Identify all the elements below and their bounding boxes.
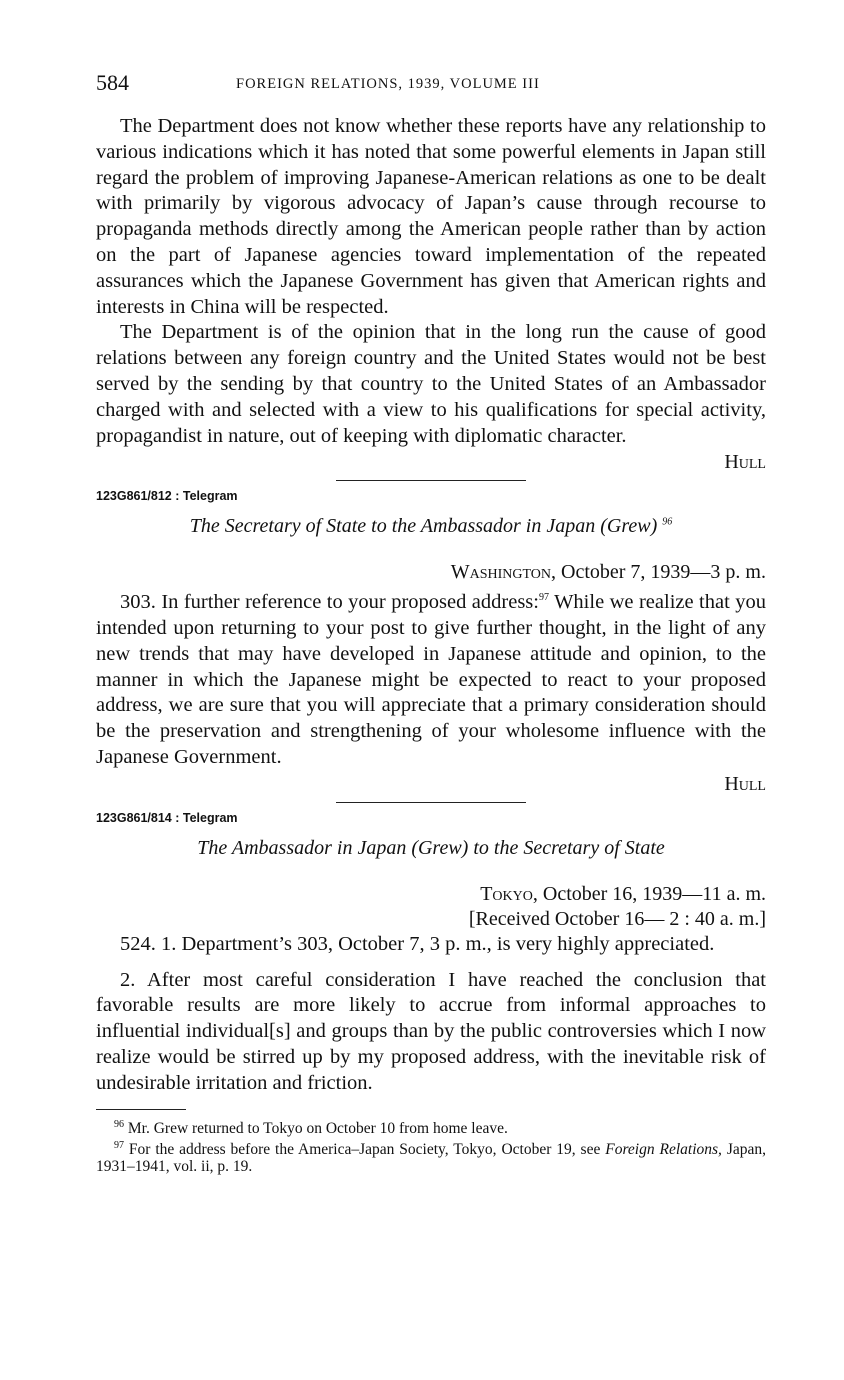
signature-hull-1: Hull [724,451,766,474]
dateline-washington [96,560,766,585]
dateline-date: October 7, 1939—3 p. m. [561,561,766,584]
dateline-date-tokyo: October 16, 1939—11 a. m. [542,882,766,905]
footnote-96-text: Mr. Grew returned to Tokyo on October 10 from home leave. [127,1119,508,1137]
footnote-97-text: For the address before the America–Japan Society, Tokyo, October 19, see [128,1140,601,1158]
dateline-place-tokyo: Tokyo, [480,882,538,905]
footnote-ref-97: 97 [538,592,549,604]
footnote-ref-96: 96 [662,516,673,528]
file-number-812: 123G861/812 : Telegram [96,489,238,504]
telegram-303-start: 303. In further reference to your proposed address: [120,591,539,614]
page-number: 584 [96,70,129,95]
footnote-96 [96,1116,766,1137]
telegram-524-para-1: 524. 1. Department’s 303, October 7, 3 p. m., is very highly appreciated. [120,932,715,955]
footnote-97-rest: Japan, 1931–1941, vol. ii, p. 19. [96,1140,767,1175]
document-body [96,114,766,1175]
telegram-title-2: The Ambassador in Japan (Grew) to the Secretary of State [197,836,665,859]
paragraph-2: The Department is of the opinion that in the long run the cause of good relations between any foreign country and the United States would not be best served by the sending by that country to the United States of an Ambassador charged with and selected with a view to his qualifications for special activity, propagandist in nature, out of keeping with diplomatic character. [96,321,766,447]
telegram-title-1-text: The Secretary of State to the Ambassador in Japan (Grew) [189,515,658,538]
telegram-303-body [96,585,766,770]
running-head: FOREIGN RELATIONS, 1939, VOLUME III [236,76,540,92]
page-header [96,70,766,100]
paragraph-1: The Department does not know whether these reports have any relationship to various indications which it has noted that some powerful elements in Japan still regard the problem of improving Japanese-American relations as one to be dealt with primarily by vigorous advocacy of Japan’s cause through recourse to propaganda methods directly among the American people rather than by action on the part of Japanese agencies toward implementation of the repeated assurances which the Japanese Government has given that American rights and interests in China will be respected. [96,115,766,318]
section-divider-2 [336,802,526,803]
footnote-97 [96,1137,766,1175]
section-divider-1 [336,480,526,481]
footnote-96-mark: 96 [114,1118,124,1130]
file-number-814: 123G861/814 : Telegram [96,810,238,825]
telegram-title-1 [96,515,766,538]
footnote-97-italic: Foreign Relations, [605,1140,722,1158]
telegram-524-para-2: 2. After most careful consideration I have reached the conclusion that favorable results are more likely to accrue from informal approaches to influential individual[s] and groups than by the public controversies which I now realize would be stirred up by my proposed address, with the inevitable risk of undesirable irritation and friction. [96,968,766,1094]
footnote-divider [96,1109,186,1110]
dateline-place: Washington, [450,561,557,584]
telegram-303-rest: While we realize that you intended upon returning to your post to give further thought, in the light of any new trends that may have developed in Japanese attitude and opinion, to the manner in which the Japanese might be expected to react to your proposed address, we are sure that you will appreciate that a primary consideration should be the preservation and strengthening of your wholesome influence with the Japanese Government. [96,591,766,768]
signature-hull-2: Hull [724,772,766,795]
dateline-tokyo [96,882,766,907]
received-line: [Received October 16— 2 : 40 a. m.] [468,907,766,930]
footnote-97-mark: 97 [114,1139,124,1151]
